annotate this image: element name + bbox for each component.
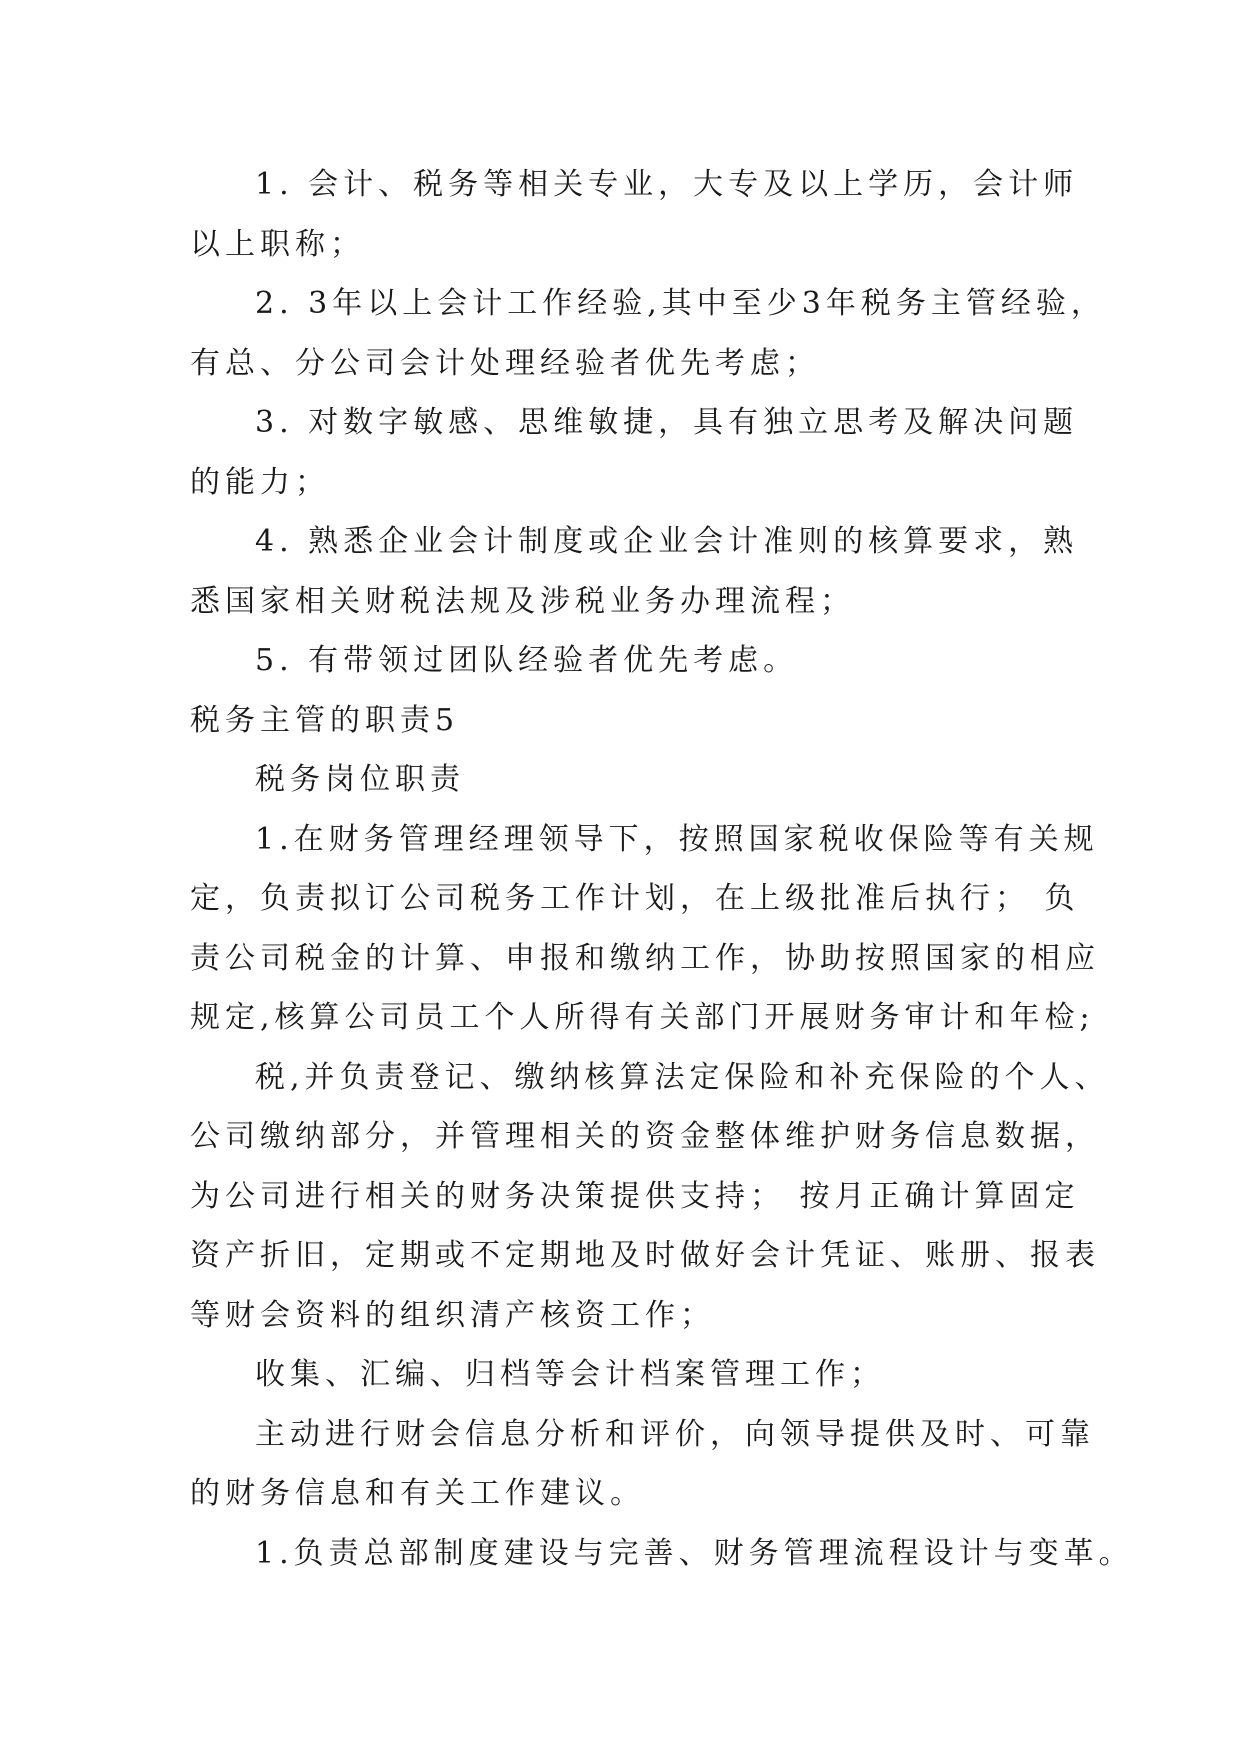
section-heading: 税务主管的职责5: [190, 702, 460, 738]
text-line: 规定,核算公司员工个人所得有关部门开展财务审计和年检;: [190, 1000, 1095, 1035]
text-line: 1.负责总部制度建设与完善、财务管理流程设计与变革。: [255, 1535, 1134, 1571]
text-line: 5. 有带领过团队经验者优先考虑。: [255, 643, 799, 678]
text-line: 1.在财务管理经理领导下，按照国家税收保险等有关规: [255, 821, 1099, 857]
document-body: [190, 155, 1134, 1583]
text-line: 主动进行财会信息分析和评价，向领导提供及时、可靠: [255, 1416, 1095, 1452]
text-line: 4. 熟悉企业会计制度或企业会计准则的核算要求，熟: [255, 524, 1079, 559]
text-line: 公司缴纳部分，并管理相关的资金整体维护财务信息数据，: [190, 1119, 1100, 1154]
text-line: 3. 对数字敏感、思维敏捷，具有独立思考及解决问题: [255, 405, 1079, 440]
text-line: 2. 3年以上会计工作经验,其中至少3年税务主管经验，: [255, 286, 1106, 321]
text-line: 税,并负责登记、缴纳核算法定保险和补充保险的个人、: [255, 1059, 1110, 1095]
text-line: 以上职称；: [190, 226, 365, 262]
text-line: 为公司进行相关的财务决策提供支持； 按月正确计算固定: [190, 1178, 1080, 1214]
text-line: 的能力；: [190, 464, 330, 500]
text-line: 定，负责拟订公司税务工作计划，在上级批准后执行； 负: [190, 881, 1080, 916]
text-line: 等财会资料的组织清产核资工作；: [190, 1297, 715, 1333]
subsection-heading: 税务岗位职责: [255, 762, 465, 797]
text-line: 资产折旧，定期或不定期地及时做好会计凭证、账册、报表: [190, 1238, 1100, 1273]
text-line: 1. 会计、税务等相关专业，大专及以上学历，会计师: [255, 167, 1079, 202]
text-line: 的财务信息和有关工作建议。: [190, 1476, 645, 1511]
text-line: 有总、分公司会计处理经验者优先考虑；: [190, 345, 820, 381]
text-line: 责公司税金的计算、申报和缴纳工作，协助按照国家的相应: [190, 940, 1100, 976]
text-line: 悉国家相关财税法规及涉税业务办理流程；: [190, 583, 855, 619]
text-line: 收集、汇编、归档等会计档案管理工作；: [255, 1357, 885, 1392]
